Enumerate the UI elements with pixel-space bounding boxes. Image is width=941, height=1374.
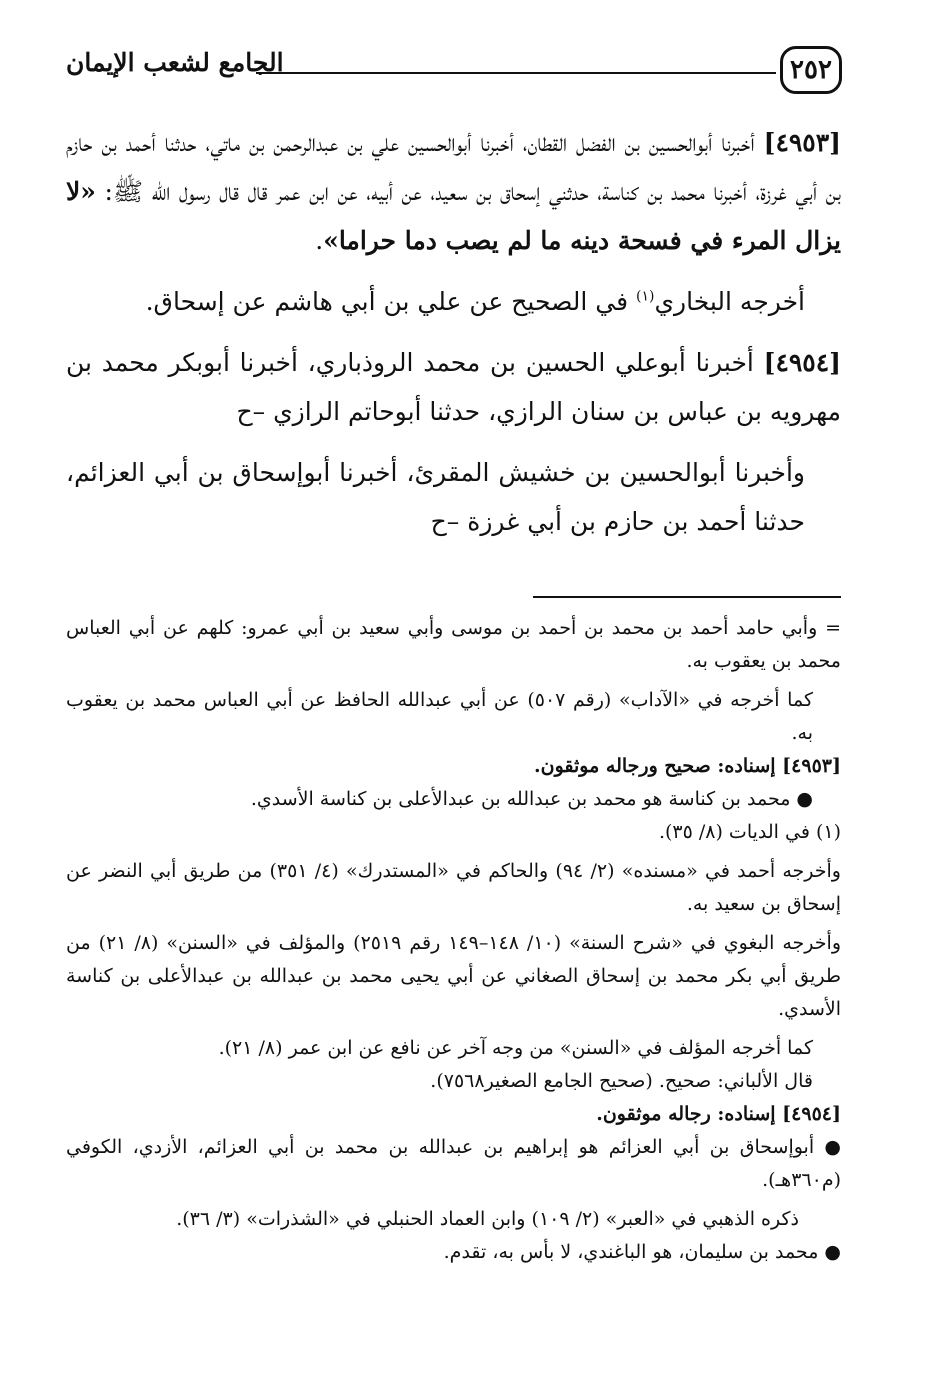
hadith-4953: [66, 118, 841, 265]
hadith-matn: «لا يزال المرء في فسحة دينه ما لم يصب دما حراما»: [66, 177, 841, 255]
note-ahmad: وأخرجه أحمد في «مسنده» (٢/ ٩٤) والحاكم في «المستدرك» (٤/ ٣٥١) من طريق أبي النضر عن إسحاق بن سعيد به.: [66, 860, 841, 915]
hadith-4954: [66, 338, 841, 436]
footnotes: [66, 612, 841, 1269]
footnote-1: (١) في الديات (٨/ ٣٥).: [658, 821, 841, 843]
footnote-divider: [533, 596, 841, 598]
page-number: ٢٥٢: [780, 46, 842, 94]
hadith-number: [٤٩٥٤]: [763, 348, 841, 377]
takhrij-rest: في الصحيح عن علي بن أبي هاشم عن إسحاق.: [145, 287, 637, 316]
book-title: الجامع لشعب الإيمان: [66, 48, 284, 77]
note-narrator: ● محمد بن كناسة هو محمد بن عبدالله بن عبدالأعلى بن كناسة الأسدي.: [250, 788, 813, 810]
takhrij-text: أخرجه البخاري: [654, 287, 805, 316]
note-isnad-4953: [66, 750, 841, 783]
note-dhahabi: ذكره الذهبي في «العبر» (٢/ ١٠٩) وابن العماد الحنبلي في «الشذرات» (٣/ ٣٦).: [176, 1208, 799, 1230]
period: .: [315, 226, 324, 255]
note-isnad-4954: [66, 1098, 841, 1131]
note-continuation: = وأبي حامد أحمد بن محمد بن أحمد بن موسى وأبي سعيد بن أبي عمرو: كلهم عن أبي العباس محمد بن يعقوب به.: [66, 617, 841, 672]
note-label: [٤٩٥٤] إسناده:: [717, 1103, 841, 1125]
note-baghawi: وأخرجه البغوي في «شرح السنة» (١٠/ ١٤٨–١٤٩ رقم ٢٥١٩) والمؤلف في «السنن» (٨/ ٢١) من طريق أبي بكر محمد بن إسحاق الصغاني عن أبي يحيى محمد بن عبدالله بن عبدالأعلى بن كناسة الأسدي.: [66, 932, 841, 1020]
hadith-number: [٤٩٥٣]: [763, 128, 841, 157]
note-value: صحيح ورجاله موثقون.: [534, 755, 718, 777]
main-text: [66, 118, 841, 546]
footnote-ref: (١): [636, 288, 655, 305]
isnad-text: أخبرنا أبوالحسين بن الفضل القطان، أخبرنا أبوالحسين علي بن عبدالرحمن بن ماتي، حدثنا أحمد بن حازم بن أبي غرزة، أخبرنا محمد بن كناسة، حدثني إسحاق بن سعيد، عن أبيه، عن ابن عمر قال قال رسول الله ﷺ:: [66, 128, 841, 206]
isnad-continuation: وأخبرنا أبوالحسين بن خشيش المقرئ، أخبرنا أبوإسحاق بن أبي العزائم، حدثنا أحمد بن حازم بن أبي غرزة –ح: [66, 458, 805, 536]
page-header: [66, 40, 844, 104]
note-narrator: ● محمد بن سليمان، هو الباغندي، لا بأس به، تقدم.: [443, 1241, 841, 1263]
note-aadab: كما أخرجه في «الآداب» (رقم ٥٠٧) عن أبي عبدالله الحافظ عن أبي العباس محمد بن يعقوب به.: [66, 689, 813, 744]
header-rule: [256, 72, 776, 74]
note-narrator: ● أبوإسحاق بن أبي العزائم هو إبراهيم بن عبدالله بن محمد بن أبي العزائم، الأزدي، الكوفي (م٣٦٠هـ).: [66, 1136, 841, 1191]
note-sunan: كما أخرجه المؤلف في «السنن» من وجه آخر عن نافع عن ابن عمر (٨/ ٢١).: [218, 1037, 813, 1059]
isnad-text: أخبرنا أبوعلي الحسين بن محمد الروذباري، أخبرنا أبوبكر محمد بن مهرويه بن عباس بن سنان الرازي، حدثنا أبوحاتم الرازي –ح: [66, 348, 841, 426]
takhrij-paragraph: [66, 277, 841, 326]
note-albani: قال الألباني: صحيح. (صحيح الجامع الصغير٧٥٦٨).: [430, 1070, 813, 1092]
note-label: [٤٩٥٣] إسناده:: [717, 755, 841, 777]
note-value: رجاله موثقون.: [596, 1103, 718, 1125]
